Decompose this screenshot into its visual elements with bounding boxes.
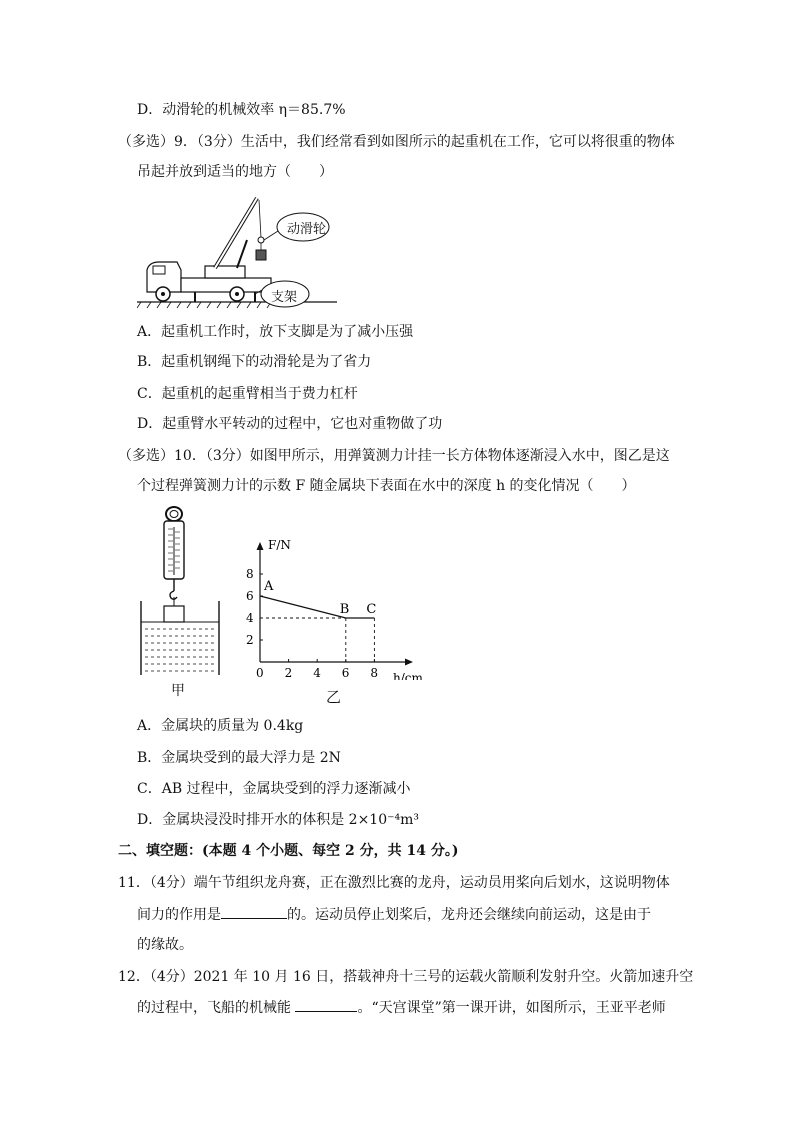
q10-stem-line1: （多选）10．（3分）如图甲所示，用弹簧测力计挂一长方体物体逐渐浸入水中，图乙是这 bbox=[118, 448, 670, 464]
q9-stem-line1: （多选）9．（3分）生活中，我们经常看到如图所示的起重机在工作，它可以将很重的物体 bbox=[118, 134, 675, 150]
y-axis-arrow bbox=[257, 542, 264, 550]
x-axis-arrow bbox=[405, 659, 413, 666]
q12-line2-suffix: 。“天宫课堂”第一课开讲，如图所示，王亚平老师 bbox=[357, 1000, 666, 1016]
y-tick-label-6: 6 bbox=[246, 589, 254, 603]
y-tick-label-4: 4 bbox=[246, 611, 254, 625]
q9-option-a: A．起重机工作时，放下支脚是为了减小压强 bbox=[137, 324, 414, 340]
crane-figure bbox=[137, 190, 337, 312]
q10-option-c: C．AB 过程中，金属块受到的浮力逐渐减小 bbox=[137, 781, 411, 797]
q11-line1: 11．（4分）端午节组织龙舟赛，正在激烈比赛的龙舟，运动员用桨向后划水，这说明物体 bbox=[118, 875, 670, 891]
figure-jia-label: 甲 bbox=[171, 683, 185, 699]
x-tick-label-4: 4 bbox=[313, 666, 321, 680]
q9-stem-line2: 吊起并放到适当的地方（ ） bbox=[137, 164, 333, 180]
section-heading: 二、填空题：(本题 4 个小题、每空 2 分，共 14 分。) bbox=[118, 843, 459, 859]
point-label-a: A bbox=[264, 579, 274, 594]
q11-line2-prefix: 间力的作用是 bbox=[137, 907, 221, 923]
x-axis-label: h/cm bbox=[393, 671, 423, 680]
q11-line2 bbox=[137, 904, 651, 925]
q10-option-d: D．金属块浸没时排开水的体积是 2×10⁻⁴m³ bbox=[137, 812, 420, 828]
q10-option-a: A．金属块的质量为 0.4kg bbox=[137, 718, 304, 734]
pulley-callout: 动滑轮 bbox=[287, 222, 327, 237]
spring-scale-figure bbox=[137, 505, 227, 700]
x-tick-label-8: 8 bbox=[370, 666, 379, 680]
x-tick-label-0: 0 bbox=[256, 666, 264, 680]
y-tick-label-2: 2 bbox=[246, 633, 254, 647]
support-callout: 支架 bbox=[271, 290, 298, 305]
q12-line2-prefix: 的过程中，飞船的机械能 bbox=[137, 1000, 296, 1016]
force-depth-chart bbox=[238, 530, 448, 710]
x-tick-label-6: 6 bbox=[341, 666, 350, 680]
y-tick-label-8: 8 bbox=[246, 567, 254, 581]
point-label-c: C bbox=[366, 602, 377, 617]
series-line bbox=[260, 596, 377, 618]
q8-option-d: D．动滑轮的机械效率 η＝85.7% bbox=[137, 102, 346, 118]
q9-option-c: C．起重机的起重臂相当于费力杠杆 bbox=[137, 386, 358, 402]
q9-option-b: B．起重机钢绳下的动滑轮是为了省力 bbox=[137, 354, 372, 370]
q12-blank-1[interactable] bbox=[295, 997, 357, 1012]
q11-line2-suffix: 的。运动员停止划桨后，龙舟还会继续向前运动，这是由于 bbox=[287, 907, 651, 923]
q12-line2 bbox=[137, 997, 666, 1018]
q10-option-b: B．金属块受到的最大浮力是 2N bbox=[137, 750, 341, 766]
q11-blank-1[interactable] bbox=[221, 904, 287, 919]
q12-line1: 12．（4分）2021 年 10 月 16 日，搭载神舟十三号的运载火箭顺利发射升空。火箭加速升空 bbox=[118, 969, 694, 985]
y-axis-label: F/N bbox=[268, 538, 291, 552]
point-label-b: B bbox=[339, 602, 350, 617]
q9-option-d: D．起重臂水平转动的过程中，它也对重物做了功 bbox=[137, 416, 443, 432]
q10-stem-line2: 个过程弹簧测力计的示数 F 随金属块下表面在水中的深度 h 的变化情况（ ） bbox=[137, 478, 636, 494]
q11-line3: 的缘故。 bbox=[137, 937, 193, 953]
figure-yi-label: 乙 bbox=[326, 688, 342, 706]
x-tick-label-2: 2 bbox=[284, 666, 293, 680]
